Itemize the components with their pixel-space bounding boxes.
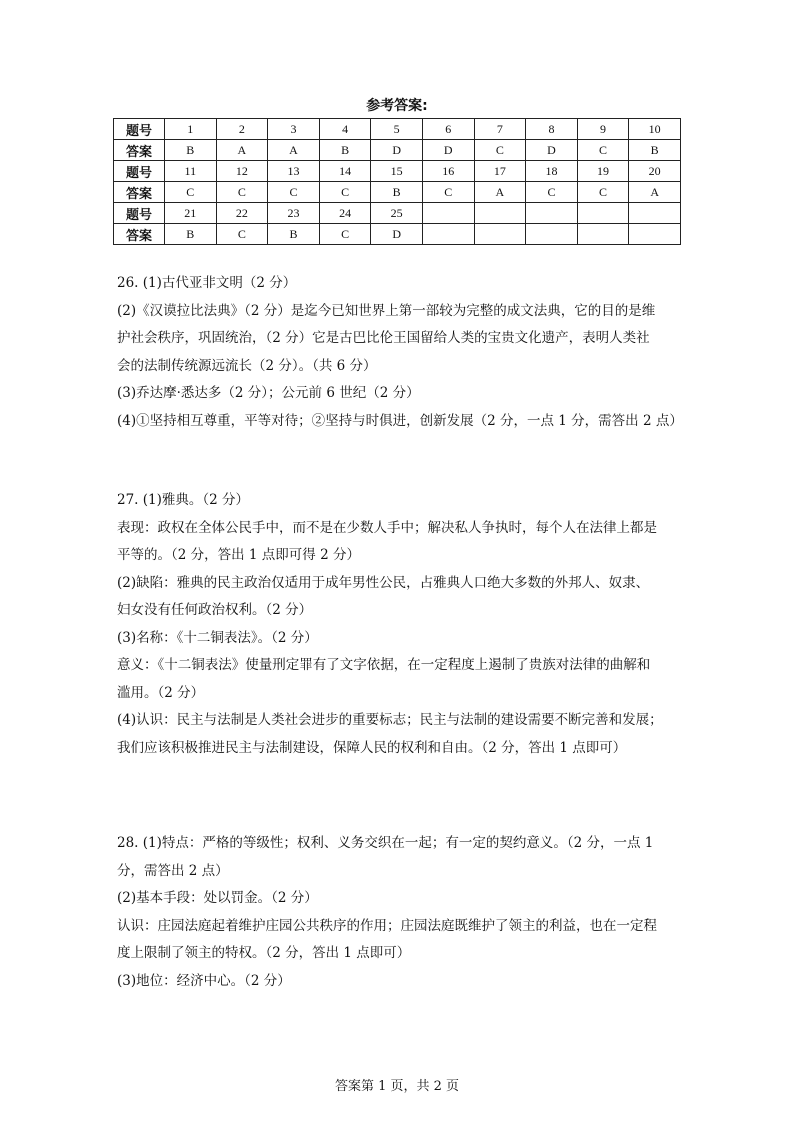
answer-line: (2)缺陷：雅典的民主政治仅适用于成年男性公民，占雅典人口绝大多数的外邦人、奴隶、 [117,574,650,591]
table-cell [629,224,681,245]
table-cell: 10 [629,119,681,140]
table-cell: D [422,140,474,161]
table-cell [422,224,474,245]
answer-line: 28. (1)特点：严格的等级性；权利、义务交织在一起；有一定的契约意义。（2 分，一点 1 [117,835,654,851]
table-cell: D [526,140,578,161]
answer-table [113,118,681,245]
table-row [114,140,681,161]
row-label: 题号 [114,119,165,140]
answer-line: 平等的。（2 分，答出 1 点即可得 2 分） [117,547,360,563]
table-cell [577,224,629,245]
table-cell: C [422,182,474,203]
table-cell: D [371,224,423,245]
table-cell: 18 [526,161,578,182]
table-cell: 9 [577,119,629,140]
table-cell: 12 [216,161,268,182]
answer-line: (4)①坚持相互尊重，平等对待；②坚持与时俱进，创新发展（2 分，一点 1 分，需答出 2 点） [117,412,683,429]
table-cell: 8 [526,119,578,140]
table-cell: A [216,140,268,161]
table-cell: 1 [165,119,217,140]
answer-line: (2)《汉谟拉比法典》（2 分）是迄今已知世界上第一部较为完整的成文法典，它的目的是维 [117,302,656,319]
table-cell: C [165,182,217,203]
answer-line: (2)基本手段：处以罚金。（2 分） [117,890,318,906]
table-cell: 3 [268,119,320,140]
answer-line: 度上限制了领主的特权。（2 分，答出 1 点即可） [117,945,411,961]
table-row [114,182,681,203]
table-cell: 6 [422,119,474,140]
table-cell: B [268,224,320,245]
answer-line: 意义：《十二铜表法》使量刑定罪有了文字依据，在一定程度上遏制了贵族对法律的曲解和 [117,657,651,673]
table-cell: 24 [319,203,371,224]
question-27-answer [117,487,682,762]
answer-line: (3)乔达摩·悉达多（2 分）；公元前 6 世纪（2 分） [117,385,420,401]
table-cell: C [577,140,629,161]
table-cell [526,203,578,224]
answer-line: 表现：政权在全体公民手中，而不是在少数人手中；解决私人争执时，每个人在法律上都是 [117,519,657,536]
table-cell: 14 [319,161,371,182]
table-row [114,161,681,182]
table-cell: 7 [474,119,526,140]
table-cell: B [165,140,217,161]
row-label: 题号 [114,161,165,182]
row-label: 答案 [114,182,165,203]
answer-line: 分，需答出 2 点） [117,862,229,879]
table-cell: C [216,182,268,203]
row-label: 答案 [114,140,165,161]
question-26-answer [117,270,682,435]
table-cell [577,203,629,224]
table-cell: 19 [577,161,629,182]
table-cell: 13 [268,161,320,182]
row-label: 答案 [114,224,165,245]
table-cell: C [268,182,320,203]
table-cell [422,203,474,224]
table-cell: 25 [371,203,423,224]
table-cell: B [371,182,423,203]
table-cell: 2 [216,119,268,140]
table-cell [526,224,578,245]
table-cell: 20 [629,161,681,182]
answer-line: 滥用。（2 分） [117,684,205,701]
table-cell: 4 [319,119,371,140]
table-cell [474,224,526,245]
page-footer: 答案第 1 页，共 2 页 [334,1079,460,1094]
table-cell: B [629,140,681,161]
table-cell [474,203,526,224]
row-label: 题号 [114,203,165,224]
table-cell: A [268,140,320,161]
table-cell: C [474,140,526,161]
table-cell [629,203,681,224]
table-row [114,224,681,245]
table-cell: 17 [474,161,526,182]
table-cell: C [319,182,371,203]
answer-line: 认识：庄园法庭起着维护庄园公共秩序的作用；庄园法庭既维护了领主的利益，也在一定程 [117,917,657,934]
table-cell: 11 [165,161,217,182]
table-cell: 22 [216,203,268,224]
table-row [114,203,681,224]
answer-title: 参考答案: [366,98,428,114]
table-cell: B [165,224,217,245]
table-cell: 23 [268,203,320,224]
answer-line: (3)名称：《十二铜表法》。（2 分） [117,629,318,646]
table-cell: C [319,224,371,245]
answer-line: 妇女没有任何政治权利。（2 分） [117,602,313,618]
answer-line: 26. (1)古代亚非文明（2 分） [117,275,297,291]
answer-line: 我们应该积极推进民主与法制建设，保障人民的权利和自由。（2 分，答出 1 点即可） [117,739,627,756]
table-cell: D [371,140,423,161]
table-cell: C [216,224,268,245]
table-cell: 21 [165,203,217,224]
table-cell: 16 [422,161,474,182]
answer-line: 会的法制传统源远流长（2 分）。（共 6 分） [117,357,377,374]
answer-line: (3)地位：经济中心。（2 分） [117,972,291,989]
table-cell: B [319,140,371,161]
table-cell: 15 [371,161,423,182]
table-cell: C [526,182,578,203]
question-28-answer [117,830,682,995]
answer-line: (4)认识：民主与法制是人类社会进步的重要标志；民主与法制的建设需要不断完善和发展； [117,712,663,728]
table-cell: A [474,182,526,203]
answer-line: 护社会秩序，巩固统治，（2 分）它是古巴比伦王国留给人类的宝贵文化遗产，表明人类社 [117,330,650,346]
table-row [114,119,681,140]
answer-line: 27. (1)雅典。（2 分） [117,492,250,508]
table-cell: A [629,182,681,203]
table-cell: C [577,182,629,203]
table-cell: 5 [371,119,423,140]
